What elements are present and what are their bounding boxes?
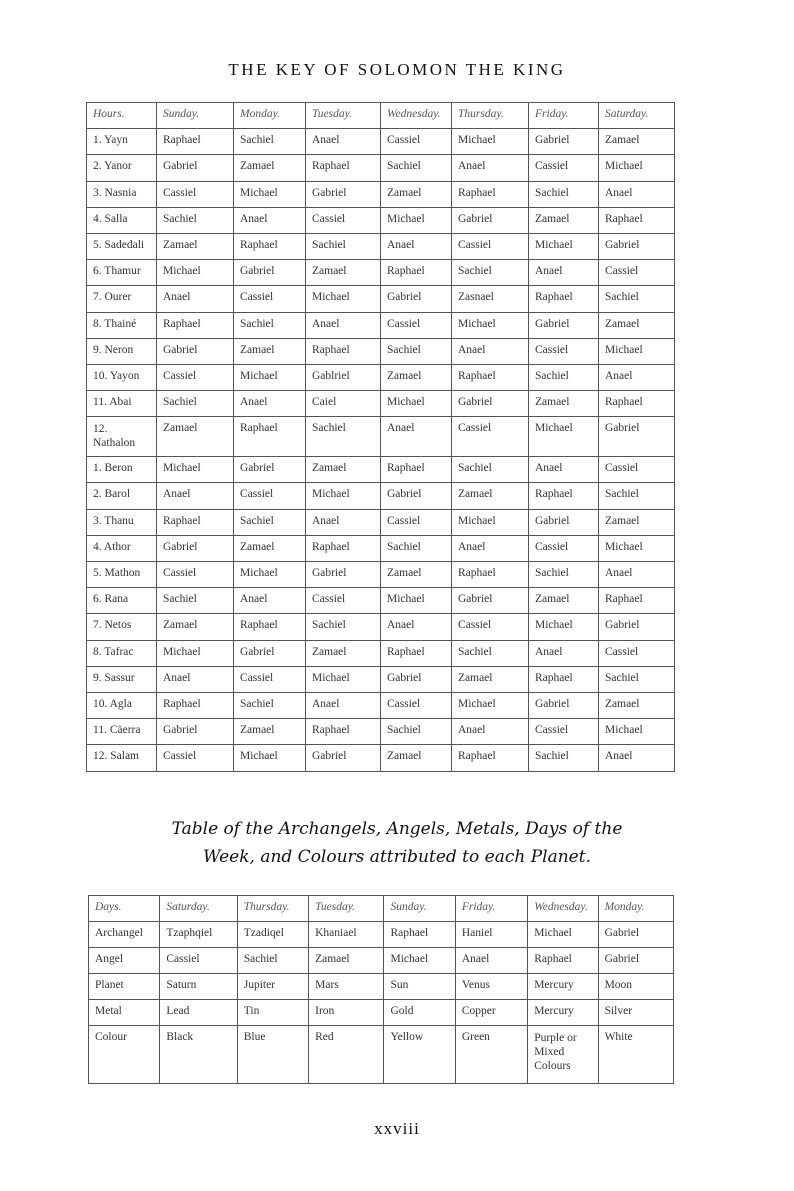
table-cell: Raphael — [452, 364, 529, 390]
table-cell: Gabriel — [598, 922, 673, 948]
table-row — [87, 312, 675, 338]
header-sunday: Sunday. — [384, 896, 455, 922]
table-cell: Michael — [306, 286, 381, 312]
table-cell: Raphael — [599, 588, 675, 614]
table-cell: Michael — [529, 417, 599, 457]
table-cell: Raphael — [306, 535, 381, 561]
table-cell: Michael — [528, 922, 598, 948]
table-cell: Tzaphqiel — [160, 922, 237, 948]
table-cell: Michael — [306, 666, 381, 692]
table-cell: Sachiel — [381, 535, 452, 561]
table-cell: Anael — [452, 155, 529, 181]
hours-table — [86, 102, 675, 772]
table-cell: Cassiel — [452, 614, 529, 640]
table-cell: Anael — [529, 260, 599, 286]
table-cell: Gabriel — [157, 155, 234, 181]
table-cell: Michael — [599, 155, 675, 181]
table-cell: Anael — [157, 286, 234, 312]
table-cell: Raphael — [157, 312, 234, 338]
table-cell: Mercury — [528, 1000, 598, 1026]
header-days: Days. — [89, 896, 160, 922]
table-cell: Sachiel — [529, 364, 599, 390]
table-cell: Michael — [157, 640, 234, 666]
table-cell: Cassiel — [234, 483, 306, 509]
table-cell: Michael — [384, 948, 455, 974]
table-cell: Cassiel — [381, 129, 452, 155]
header-friday: Friday. — [455, 896, 527, 922]
table-cell: Cassiel — [599, 260, 675, 286]
header-wednesday: Wednesday. — [381, 103, 452, 129]
table-cell: Gabriel — [599, 233, 675, 259]
row-label-cell: 3. Thanu — [87, 509, 157, 535]
table-cell: Sachiel — [529, 562, 599, 588]
page-number: xxviii — [374, 1119, 420, 1138]
table-cell: Anael — [599, 745, 675, 771]
table-cell: Zamael — [381, 364, 452, 390]
table-cell: Zamael — [529, 588, 599, 614]
table-cell: Raphael — [599, 207, 675, 233]
table-cell: Gabriel — [598, 948, 673, 974]
table-cell: Anael — [157, 483, 234, 509]
table-cell: Sachiel — [157, 588, 234, 614]
row-label-cell: Planet — [89, 974, 160, 1000]
table-cell: Michael — [381, 391, 452, 417]
table-cell: Anael — [234, 391, 306, 417]
hours-header-row — [87, 103, 675, 129]
table-cell: Michael — [452, 129, 529, 155]
table-cell: Sachiel — [452, 640, 529, 666]
table-cell: Sachiel — [234, 692, 306, 718]
table-row — [87, 457, 675, 483]
table-row — [87, 588, 675, 614]
table-cell: Copper — [455, 1000, 527, 1026]
header-monday: Monday. — [234, 103, 306, 129]
table-row — [87, 562, 675, 588]
header-hours: Hours. — [87, 103, 157, 129]
table-cell: Caiel — [306, 391, 381, 417]
table-cell: Mercury — [528, 974, 598, 1000]
table-cell: Michael — [452, 509, 529, 535]
table-cell: Sachiel — [306, 233, 381, 259]
table-cell: Sachiel — [529, 181, 599, 207]
table-cell: Michael — [599, 338, 675, 364]
table-row — [87, 391, 675, 417]
table-cell: Cassiel — [157, 181, 234, 207]
table-cell: Anael — [381, 233, 452, 259]
table-cell: Cassiel — [529, 338, 599, 364]
row-label-cell: 1. Yayn — [87, 129, 157, 155]
row-label-cell: 8. Thainé — [87, 312, 157, 338]
row-label-cell: 7. Netos — [87, 614, 157, 640]
table-cell: Cassiel — [599, 640, 675, 666]
table-cell: Cassiel — [306, 588, 381, 614]
table-cell: Raphael — [528, 948, 598, 974]
table-cell: Raphael — [234, 417, 306, 457]
table-row — [87, 129, 675, 155]
table-cell: Gabriel — [381, 483, 452, 509]
row-label-cell: 5. Mathon — [87, 562, 157, 588]
row-label-cell: 2. Yanor — [87, 155, 157, 181]
table-cell: Michael — [234, 181, 306, 207]
table-cell: Sachiel — [529, 745, 599, 771]
table-cell: Zamael — [234, 338, 306, 364]
table-row — [89, 1000, 674, 1026]
table-row — [87, 260, 675, 286]
table-cell: Purple or Mixed Colours — [528, 1026, 598, 1084]
table-row — [87, 286, 675, 312]
table-cell: Zamael — [452, 483, 529, 509]
table-cell: Sachiel — [381, 338, 452, 364]
table-cell: Sachiel — [234, 129, 306, 155]
hours-table-body — [87, 129, 675, 771]
table-cell: Black — [160, 1026, 237, 1084]
table-cell: Sachiel — [599, 483, 675, 509]
row-label-cell: 10. Yayon — [87, 364, 157, 390]
table-cell: Raphael — [306, 155, 381, 181]
table-cell: Sun — [384, 974, 455, 1000]
table-cell: Anael — [452, 338, 529, 364]
header-thursday: Thursday. — [452, 103, 529, 129]
table-row — [87, 233, 675, 259]
row-label-cell: 4. Salla — [87, 207, 157, 233]
table-cell: Jupiter — [237, 974, 308, 1000]
table-cell: Gabriel — [599, 417, 675, 457]
table-cell: Gabriel — [381, 666, 452, 692]
table-cell: Raphael — [599, 391, 675, 417]
table-cell: Sachiel — [234, 312, 306, 338]
table-cell: Cassiel — [234, 286, 306, 312]
table-row — [87, 640, 675, 666]
table-row — [87, 417, 675, 457]
table-cell: Raphael — [157, 509, 234, 535]
table-cell: Raphael — [452, 562, 529, 588]
table-cell: Raphael — [529, 483, 599, 509]
table-cell: Zasnael — [452, 286, 529, 312]
table-cell: Zamael — [529, 391, 599, 417]
table-cell: Cassiel — [306, 207, 381, 233]
table-row — [87, 745, 675, 771]
table-cell: Gabriel — [157, 535, 234, 561]
row-label-cell: 6. Rana — [87, 588, 157, 614]
table-cell: Michael — [529, 233, 599, 259]
table-cell: Sachiel — [237, 948, 308, 974]
table-cell: Sachiel — [452, 260, 529, 286]
table-cell: Gabriel — [157, 719, 234, 745]
header-monday: Monday. — [598, 896, 673, 922]
table-row — [89, 1026, 674, 1084]
planet-table-body — [89, 922, 674, 1084]
table-row — [87, 364, 675, 390]
table-row — [89, 974, 674, 1000]
table-cell: Khaniael — [309, 922, 384, 948]
table-cell: Zamael — [381, 181, 452, 207]
table-cell: Sachiel — [157, 391, 234, 417]
table-cell: Raphael — [157, 692, 234, 718]
row-label-cell: 12. Salam — [87, 745, 157, 771]
table-cell: Cassiel — [160, 948, 237, 974]
table-cell: Cassiel — [452, 233, 529, 259]
table-cell: Green — [455, 1026, 527, 1084]
table-row — [87, 614, 675, 640]
table-cell: Zamael — [599, 312, 675, 338]
table-cell: Sachiel — [234, 509, 306, 535]
table-row — [89, 922, 674, 948]
row-label-cell: 6. Thamur — [87, 260, 157, 286]
table-cell: Gabriel — [452, 207, 529, 233]
table-cell: Blue — [237, 1026, 308, 1084]
table-cell: Zamael — [234, 155, 306, 181]
table-cell: Anael — [157, 666, 234, 692]
table-row — [87, 692, 675, 718]
planet-table — [88, 895, 674, 1084]
table-cell: Raphael — [529, 286, 599, 312]
header-tuesday: Tuesday. — [309, 896, 384, 922]
table-cell: Cassiel — [234, 666, 306, 692]
table-cell: Michael — [381, 207, 452, 233]
table-cell: Haniel — [455, 922, 527, 948]
row-label-cell: 9. Sassur — [87, 666, 157, 692]
table-row — [87, 483, 675, 509]
table-cell: Anael — [306, 692, 381, 718]
table-cell: Cassiel — [529, 155, 599, 181]
table-cell: Gabriel — [306, 562, 381, 588]
table-cell: Gabriel — [452, 588, 529, 614]
row-label-cell: 12. Nathalon — [87, 417, 157, 457]
row-label-cell: Angel — [89, 948, 160, 974]
table-cell: Gabriel — [306, 181, 381, 207]
table-cell: Anael — [234, 588, 306, 614]
table-cell: Zamael — [309, 948, 384, 974]
table-cell: Michael — [234, 562, 306, 588]
table-cell: Anael — [306, 312, 381, 338]
row-label-cell: 9. Neron — [87, 338, 157, 364]
table-cell: Anael — [306, 509, 381, 535]
table-cell: Sachiel — [306, 417, 381, 457]
row-label-cell: 1. Beron — [87, 457, 157, 483]
table-cell: Iron — [309, 1000, 384, 1026]
table-cell: Gold — [384, 1000, 455, 1026]
table-cell: Michael — [157, 457, 234, 483]
table-cell: Michael — [452, 312, 529, 338]
table-cell: Michael — [599, 719, 675, 745]
table-cell: Raphael — [529, 666, 599, 692]
table-cell: Michael — [381, 588, 452, 614]
table-cell: Zamael — [306, 457, 381, 483]
table-cell: Saturn — [160, 974, 237, 1000]
table-cell: Anael — [599, 562, 675, 588]
row-label-cell: 5. Sadedali — [87, 233, 157, 259]
table-cell: Cassiel — [529, 535, 599, 561]
row-label-cell: 2. Barol — [87, 483, 157, 509]
table-cell: Michael — [529, 614, 599, 640]
table-cell: Michael — [234, 364, 306, 390]
table-cell: Raphael — [306, 719, 381, 745]
table-cell: Gabriel — [452, 391, 529, 417]
table-cell: Raphael — [381, 260, 452, 286]
table-cell: Zamael — [599, 692, 675, 718]
table-row — [87, 155, 675, 181]
table-row — [89, 948, 674, 974]
table-cell: Gabriel — [234, 260, 306, 286]
table-cell: Sachiel — [381, 155, 452, 181]
caption-line-1: Table of the Archangels, Angels, Metals, Days of the — [171, 819, 623, 839]
table-cell: Gabriel — [306, 745, 381, 771]
table-cell: Zamael — [234, 719, 306, 745]
table-cell: Gablriel — [306, 364, 381, 390]
table-cell: Tin — [237, 1000, 308, 1026]
row-label-cell: Metal — [89, 1000, 160, 1026]
table-caption — [0, 815, 794, 871]
table-cell: Cassiel — [157, 364, 234, 390]
running-head: THE KEY OF SOLOMON THE KING — [228, 60, 566, 79]
table-cell: Raphael — [381, 640, 452, 666]
table-row — [87, 509, 675, 535]
table-cell: Cassiel — [157, 562, 234, 588]
table-cell: Zamael — [452, 666, 529, 692]
table-row — [87, 207, 675, 233]
table-cell: Mars — [309, 974, 384, 1000]
table-cell: Anael — [455, 948, 527, 974]
table-cell: Cassiel — [529, 719, 599, 745]
table-cell: Raphael — [306, 338, 381, 364]
table-cell: Anael — [529, 457, 599, 483]
header-saturday: Saturday. — [160, 896, 237, 922]
table-cell: Anael — [234, 207, 306, 233]
table-cell: Gabriel — [157, 338, 234, 364]
table-cell: Zamael — [157, 417, 234, 457]
table-cell: Zamael — [306, 260, 381, 286]
table-cell: Sachiel — [599, 666, 675, 692]
table-cell: Zamael — [157, 614, 234, 640]
row-label-cell: 4. Athor — [87, 535, 157, 561]
table-cell: Zamael — [599, 129, 675, 155]
table-cell: Silver — [598, 1000, 673, 1026]
table-cell: Gabriel — [529, 509, 599, 535]
table-cell: Cassiel — [157, 745, 234, 771]
table-cell: Zamael — [157, 233, 234, 259]
table-cell: Tzadiqel — [237, 922, 308, 948]
table-row — [87, 719, 675, 745]
table-cell: Zamael — [306, 640, 381, 666]
table-cell: Zamael — [599, 509, 675, 535]
row-label-cell: Colour — [89, 1026, 160, 1084]
table-cell: Anael — [306, 129, 381, 155]
row-label-cell: Archangel — [89, 922, 160, 948]
table-cell: Venus — [455, 974, 527, 1000]
table-cell: Cassiel — [381, 509, 452, 535]
caption-line-2: Week, and Colours attributed to each Planet. — [203, 847, 591, 867]
table-cell: Yellow — [384, 1026, 455, 1084]
header-saturday: Saturday. — [599, 103, 675, 129]
table-cell: Gabriel — [234, 640, 306, 666]
header-thursday: Thursday. — [237, 896, 308, 922]
table-cell: Cassiel — [452, 417, 529, 457]
header-sunday: Sunday. — [157, 103, 234, 129]
table-cell: Anael — [381, 614, 452, 640]
table-cell: Gabriel — [529, 129, 599, 155]
row-label-cell: 10. Agla — [87, 692, 157, 718]
table-cell: Zamael — [529, 207, 599, 233]
table-cell: Sachiel — [381, 719, 452, 745]
table-cell: Anael — [381, 417, 452, 457]
table-cell: Sachiel — [306, 614, 381, 640]
row-label-cell: 7. Ourer — [87, 286, 157, 312]
header-friday: Friday. — [529, 103, 599, 129]
table-cell: Gabriel — [234, 457, 306, 483]
table-cell: Cassiel — [381, 312, 452, 338]
table-cell: Moon — [598, 974, 673, 1000]
table-cell: Anael — [599, 364, 675, 390]
table-cell: Zamael — [381, 562, 452, 588]
table-cell: Cassiel — [599, 457, 675, 483]
table-cell: Gabriel — [599, 614, 675, 640]
table-cell: Gabriel — [529, 312, 599, 338]
table-cell: Michael — [234, 745, 306, 771]
table-cell: Raphael — [157, 129, 234, 155]
table-cell: Raphael — [234, 233, 306, 259]
row-label-cell: 11. Cäerra — [87, 719, 157, 745]
table-cell: Sachiel — [157, 207, 234, 233]
table-cell: Sachiel — [452, 457, 529, 483]
table-cell: Sachiel — [599, 286, 675, 312]
table-cell: Michael — [157, 260, 234, 286]
table-cell: Lead — [160, 1000, 237, 1026]
table-cell: Michael — [452, 692, 529, 718]
row-label-cell: 11. Abai — [87, 391, 157, 417]
table-cell: Anael — [452, 535, 529, 561]
table-row — [87, 535, 675, 561]
table-cell: Raphael — [384, 922, 455, 948]
header-wednesday: Wednesday. — [528, 896, 598, 922]
table-cell: Gabriel — [381, 286, 452, 312]
table-cell: Michael — [306, 483, 381, 509]
table-cell: Raphael — [452, 745, 529, 771]
table-cell: Red — [309, 1026, 384, 1084]
table-cell: Raphael — [234, 614, 306, 640]
table-cell: Anael — [599, 181, 675, 207]
header-tuesday: Tuesday. — [306, 103, 381, 129]
table-cell: Zamael — [381, 745, 452, 771]
table-cell: Cassiel — [381, 692, 452, 718]
table-cell: White — [598, 1026, 673, 1084]
table-cell: Anael — [452, 719, 529, 745]
table-cell: Raphael — [452, 181, 529, 207]
table-cell: Zamael — [234, 535, 306, 561]
row-label-cell: 3. Nasnia — [87, 181, 157, 207]
table-cell: Michael — [599, 535, 675, 561]
table-cell: Anael — [529, 640, 599, 666]
row-label-cell: 8. Tafrac — [87, 640, 157, 666]
planet-header-row — [89, 896, 674, 922]
table-row — [87, 338, 675, 364]
table-row — [87, 666, 675, 692]
table-row — [87, 181, 675, 207]
table-cell: Gabriel — [529, 692, 599, 718]
table-cell: Raphael — [381, 457, 452, 483]
